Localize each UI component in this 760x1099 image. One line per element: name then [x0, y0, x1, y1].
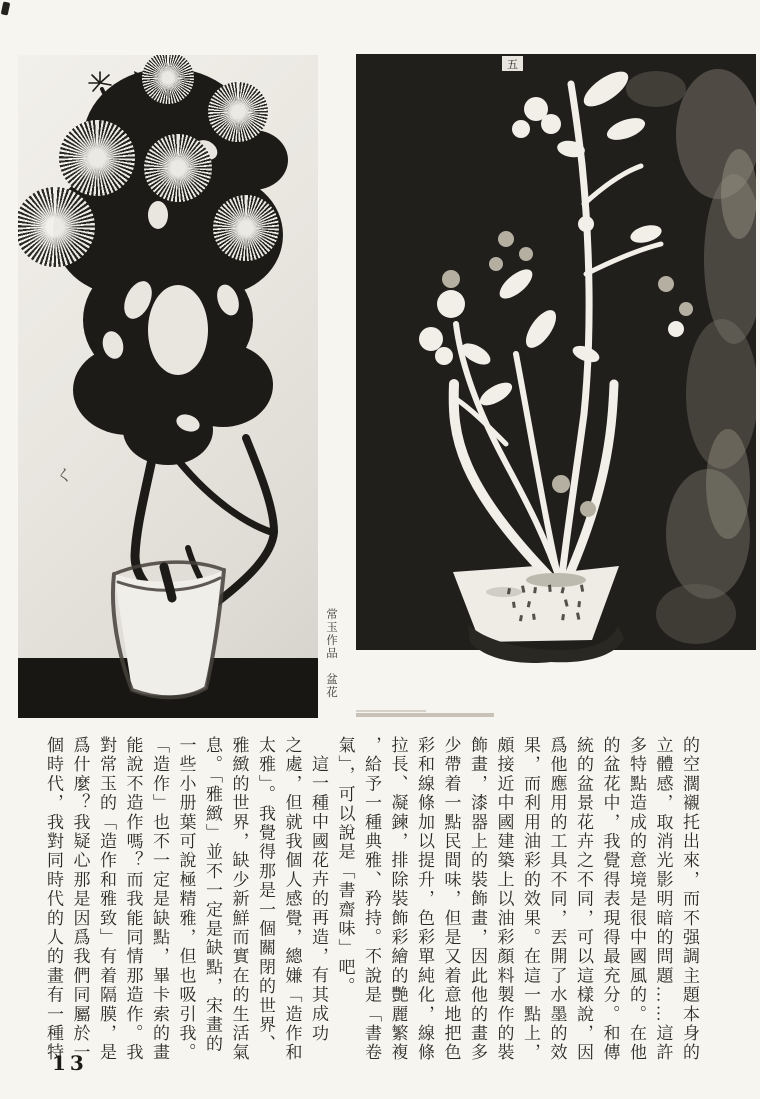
text-column: 頗接近中國建築上以油彩顏料製作的裝 — [494, 736, 514, 1063]
text-column: 雅緻的世界，缺少新鮮而實在的生活氣 — [229, 736, 249, 1063]
chrysanthemum-bloom — [18, 187, 95, 267]
text-column: 立體感，取消光影明暗的問題……這許 — [653, 736, 673, 1063]
text-column-paragraph-start: 這一種中國花卉的再造，有其成功 — [309, 755, 328, 1043]
text-column: 能說不造作嗎？而我能同情那造作。我 — [123, 736, 143, 1063]
text-column: 果，而利用油彩的效果。在這一點上， — [521, 736, 540, 1063]
text-column: 之處，但就我個人感覺，總嫌「造作和 — [282, 736, 302, 1063]
chrysanthemum-bloom — [144, 134, 212, 202]
text-column: 氣」，可以說是「書齋味」吧。 — [335, 736, 355, 997]
text-column: 的盆花中，我覺得表現得最充分。和傳 — [600, 736, 620, 1063]
text-column: 太雅」。我覺得那是一個關閉的世界、 — [256, 736, 275, 1054]
right-painting-drawing — [356, 54, 756, 718]
chrysanthemum-bloom — [59, 120, 135, 196]
caption-artist: 常玉作品 — [325, 608, 337, 660]
left-painting-image — [18, 55, 318, 718]
inscribed-pot — [453, 566, 619, 642]
scan-streak — [356, 710, 494, 717]
plate-number-label: 五 — [507, 59, 518, 71]
dark-accent-spot — [539, 199, 549, 209]
text-column: 統的盆景花卉之不同，可以這樣說，因 — [574, 736, 593, 1063]
text-column: 爲什麼？我疑心那是因爲我們同屬於一 — [70, 736, 90, 1063]
text-column: 的空濶襯托出來，而不强調主題本身的 — [680, 736, 699, 1063]
text-column: 少帶着一點民間味，但是又着意地把色 — [441, 736, 461, 1063]
text-column: 一些小册葉可說極精雅，但也吸引我。 — [176, 736, 196, 1063]
right-painting-image — [356, 54, 756, 718]
text-column: 個時代，我對同時代的人的畫有一種特 — [44, 736, 63, 1063]
chrysanthemum-bloom — [213, 195, 279, 261]
text-column: 對常玉的「造作和雅致」有着隔膜，是 — [97, 736, 116, 1063]
stray-brush-mark: く — [55, 466, 74, 487]
scan-speck — [1, 1, 11, 15]
text-column: 多特點造成的意境是很中國風的。在他 — [627, 736, 646, 1063]
text-column: 飾畫，漆器上的裝飾畫，因此他的畫多 — [468, 736, 487, 1063]
image-caption — [321, 608, 341, 726]
text-column: 息。「雅緻」並不一定是缺點，宋畫的 — [203, 736, 222, 1054]
text-column: ，給予一種典雅、矜持。不說是「書卷 — [362, 736, 381, 1063]
text-column: 爲他應用的工具不同，丟開了水墨的效 — [547, 736, 567, 1063]
caption-title: 盆花 — [325, 673, 337, 699]
plate-number-tag — [502, 56, 523, 71]
text-column: 「造作」也不一定是缺點，畢卡索的畫 — [150, 736, 169, 1063]
page-number: 13 — [52, 1051, 88, 1075]
chrysanthemum-bloom — [208, 82, 268, 142]
text-column: 彩和線條加以提升，色彩單純化，線條 — [415, 736, 434, 1063]
text-column: 拉長、凝鍊，排除裝飾彩繪的艷麗繁複 — [388, 736, 408, 1063]
article-text — [40, 736, 702, 1076]
